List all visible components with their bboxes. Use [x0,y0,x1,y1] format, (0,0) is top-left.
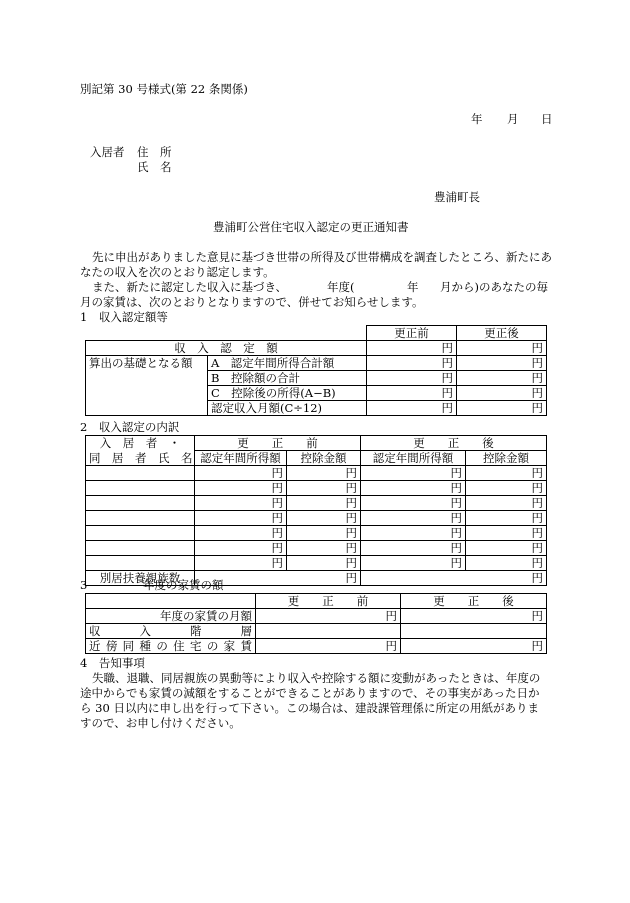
yen-cell: 円 [466,511,547,526]
table-row [86,466,547,481]
rent-table [85,593,547,654]
intro-paragraph-1 [80,250,552,280]
yen-cell: 円 [367,401,457,416]
yen-cell: 円 [287,526,361,541]
yen-cell: 円 [457,386,547,401]
table-row [86,356,547,371]
row-label: A 認定年間所得合計額 [208,356,367,371]
row-income-label: 収 入 認 定 額 [86,341,367,356]
yen-cell: 円 [287,541,361,556]
table-row [86,526,547,541]
yen-cell: 円 [361,511,466,526]
table-row [86,496,547,511]
yen-cell: 円 [195,466,287,481]
row-label: 認定収入月額(C÷12) [208,401,367,416]
row-income-level: 収 入 階 層 [86,624,256,639]
col-after: 更 正 後 [401,594,547,609]
col-person-2: 同 居 者 氏 名 [86,451,195,466]
yen-cell: 円 [361,526,466,541]
col-after: 更正後 [457,326,547,341]
page-title: 豊浦町公営住宅収入認定の更正通知書 [213,220,409,234]
basis-label: 算出の基礎となる額 [86,356,208,416]
row-label: B 控除額の合計 [208,371,367,386]
yen-cell: 円 [466,556,547,571]
yen-cell: 円 [466,541,547,556]
address-label: 住 所 [137,145,172,159]
table-row [86,639,547,654]
form-id: 別記第 30 号様式(第 22 条関係) [80,82,248,96]
yen-cell: 円 [256,639,401,654]
group-after: 更 正 後 [361,436,547,451]
yen-cell: 円 [361,556,466,571]
notice-line1: 失職、退職、同居親族の異動等により収入や控除する額に変動があったときは、年度の [92,671,541,685]
yen-cell: 円 [401,609,547,624]
yen-cell: 円 [361,571,547,586]
table-row [86,556,547,571]
table-row [86,436,547,451]
section3-heading-num: 3 [80,578,88,592]
yen-cell: 円 [367,356,457,371]
yen-cell: 円 [457,341,547,356]
yen-cell: 円 [361,481,466,496]
intro-p2-b: 年度( [327,280,355,294]
issuer: 豊浦町長 [434,190,480,204]
intro-p2-c: 年 [407,280,419,294]
yen-cell: 円 [287,481,361,496]
date-year: 年 [471,112,483,126]
yen-cell: 円 [361,541,466,556]
recipient-label: 入居者 [90,145,125,159]
notice-line2: 途中からでも家賃の減額をすることができることがありますので、その事実があった日か [80,686,540,700]
yen-cell: 円 [287,556,361,571]
yen-cell: 円 [466,481,547,496]
date-month: 月 [507,112,519,126]
table-row [86,481,547,496]
yen-cell: 円 [457,356,547,371]
date-day: 日 [541,112,553,126]
yen-cell: 円 [195,511,287,526]
section4-heading: 4 告知事項 [80,656,145,670]
yen-cell: 円 [457,371,547,386]
yen-cell: 円 [195,571,361,586]
breakdown-table [85,435,547,586]
table-row [86,511,547,526]
yen-cell: 円 [401,639,547,654]
intro-p2-a: また、新たに認定した収入に基づき、 [92,280,288,294]
yen-cell: 円 [466,466,547,481]
row-nearby: 近傍同種の住宅の家賃 [86,639,256,654]
yen-cell: 円 [457,401,547,416]
intro-p2-d: 月から)のあなたの毎 [440,280,548,294]
row-label: C 控除後の所得(A−B) [208,386,367,401]
name-label: 氏 名 [137,160,172,174]
sub-deduct: 控除金額 [466,451,547,466]
yen-cell: 円 [367,386,457,401]
yen-cell: 円 [287,466,361,481]
table-row [86,341,547,356]
yen-cell: 円 [195,481,287,496]
notice-line3: ら 30 日以内に申し出を行って下さい。この場合は、建設課管理係に所定の用紙がありま [80,701,539,715]
intro-p1-line1: 先に申出がありました意見に基づき世帯の所得及び世帯構成を調査したところ、新たにあ [92,250,552,264]
notice-paragraph [80,671,552,731]
yen-cell: 円 [466,496,547,511]
yen-cell: 円 [287,511,361,526]
table-row [86,609,547,624]
sub-deduct: 控除金額 [287,451,361,466]
row-dependents: 別居扶養親族数 [86,571,195,586]
sub-income: 認定年間所得額 [195,451,287,466]
table-row [86,541,547,556]
yen-cell: 円 [367,341,457,356]
yen-cell: 円 [256,609,401,624]
yen-cell: 円 [361,466,466,481]
col-before: 更正前 [367,326,457,341]
col-person-1: 入 居 者 ・ [86,436,195,451]
section1-heading: 1 収入認定額等 [80,310,168,324]
intro-p2-line2: 月の家賃は、次のとおりとなりますので、併せてお知らせします。 [80,295,424,309]
yen-cell: 円 [361,496,466,511]
yen-cell: 円 [195,556,287,571]
group-before: 更 正 前 [195,436,361,451]
table-row [86,624,547,639]
income-table [85,325,547,416]
section2-heading: 2 収入認定の内訳 [80,420,180,434]
section3-heading-text: 年度の家賃の額 [143,578,224,592]
table-row [86,594,547,609]
yen-cell: 円 [195,541,287,556]
yen-cell: 円 [367,371,457,386]
table-row [86,326,547,341]
yen-cell: 円 [287,496,361,511]
row-rent: 年度の家賃の月額 [86,609,256,624]
yen-cell: 円 [195,526,287,541]
sub-income: 認定年間所得額 [361,451,466,466]
table-row [86,451,547,466]
intro-p1-line2: なたの収入を次のとおり認定します。 [80,265,275,279]
yen-cell: 円 [195,496,287,511]
col-before: 更 正 前 [256,594,401,609]
yen-cell: 円 [466,526,547,541]
notice-line4: すので、お申し付けください。 [80,716,241,730]
